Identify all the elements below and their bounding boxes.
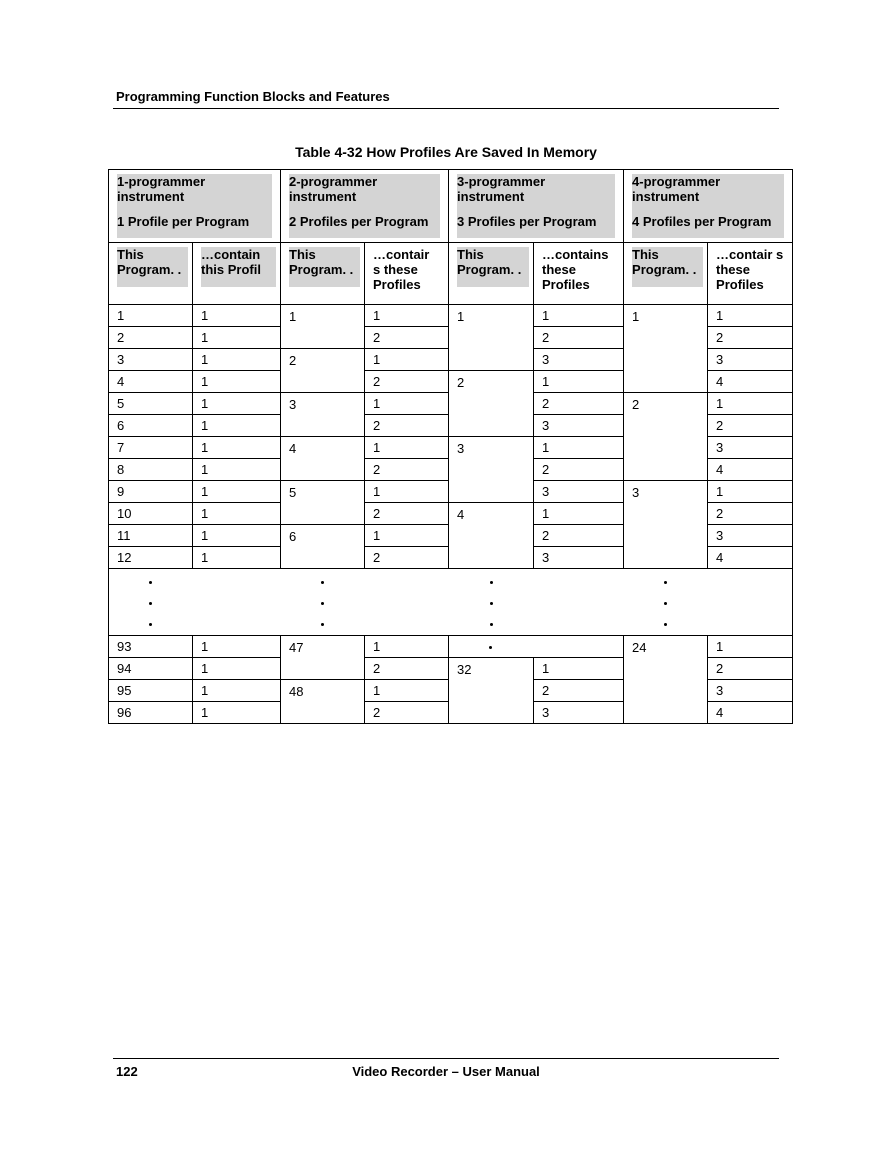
table-cell: 2 [365,702,449,724]
table-cell: 1 [534,503,624,525]
table-cell: 3 [624,481,708,569]
table-cell: 6 [281,525,365,569]
table-cell: 1 [708,481,793,503]
table-cell: 1 [708,393,793,415]
table-cell: 1 [281,305,365,349]
table-cell: 6 [109,415,193,437]
table-cell: 2 [281,349,365,393]
table-cell: 2 [624,393,708,481]
group-header-4: 4-programmer instrument 4 Profiles per Program [624,170,793,243]
col-header-program: This Program. . [449,243,534,305]
column-header-row [109,243,793,305]
col-header-profiles: …contair s these Profiles [365,243,449,305]
col-header-profiles: …contains these Profiles [534,243,624,305]
table-cell: 3 [708,680,793,702]
table-cell: 8 [109,459,193,481]
table-cell: 48 [281,680,365,724]
table-cell: 3 [708,349,793,371]
table-cell: 12 [109,547,193,569]
table-cell: 1 [193,349,281,371]
table-cell: 1 [193,658,281,680]
ellipsis-dot [321,581,324,584]
profiles-table [108,169,793,724]
table-row [109,636,793,658]
table-cell: 2 [534,459,624,481]
table-cell: 11 [109,525,193,547]
table-cell: 1 [193,327,281,349]
header-rule [113,108,779,109]
table-cell: 3 [534,702,624,724]
table-cell: 1 [365,437,449,459]
table-cell: 1 [534,437,624,459]
table-cell: 1 [193,437,281,459]
ellipsis-continuation [449,636,624,658]
table-cell: 2 [365,327,449,349]
ellipsis-dot [149,602,152,605]
table-caption: Table 4-32 How Profiles Are Saved In Memory [295,144,597,160]
table-cell: 3 [534,547,624,569]
ellipsis-dot [664,623,667,626]
group-header-1: 1-programmer instrument 1 Profile per Program [109,170,281,243]
table-cell: 2 [365,547,449,569]
footer-rule [113,1058,779,1059]
table-cell: 96 [109,702,193,724]
table-cell: 1 [193,680,281,702]
table-cell: 1 [109,305,193,327]
table-cell: 2 [708,503,793,525]
table-cell: 1 [193,547,281,569]
table-cell: 1 [365,525,449,547]
table-cell: 1 [193,702,281,724]
table-cell: 1 [193,459,281,481]
running-header: Programming Function Blocks and Features [116,89,390,104]
table-cell: 10 [109,503,193,525]
table-cell: 4 [708,547,793,569]
table-cell: 1 [193,503,281,525]
table-cell: 1 [365,636,449,658]
table-cell: 1 [534,658,624,680]
col-header-program: This Program. . [281,243,365,305]
table-cell: 1 [365,481,449,503]
table-cell: 3 [281,393,365,437]
table-cell: 94 [109,658,193,680]
table-cell: 4 [281,437,365,481]
table-cell: 2 [365,371,449,393]
ellipsis-dot [489,646,492,649]
vertical-ellipsis [109,569,792,635]
table-cell: 3 [534,415,624,437]
table-cell: 4 [708,702,793,724]
ellipsis-dot [149,581,152,584]
table-cell: 2 [708,415,793,437]
ellipsis-row [109,569,793,636]
col-header-profiles: …contair s these Profiles [708,243,793,305]
table-cell: 4 [449,503,534,569]
table-cell: 1 [193,415,281,437]
table-cell: 1 [365,305,449,327]
ellipsis-dot [490,602,493,605]
group-header-3: 3-programmer instrument 3 Profiles per Program [449,170,624,243]
table-cell: 2 [534,525,624,547]
table-cell: 3 [109,349,193,371]
table-cell: 1 [708,636,793,658]
col-header-program: This Program. . [624,243,708,305]
table-cell: 47 [281,636,365,680]
page-number: 122 [116,1064,138,1079]
table-cell: 1 [534,305,624,327]
ellipsis-dot [321,623,324,626]
table-cell: 3 [708,525,793,547]
table-cell: 4 [109,371,193,393]
table-cell: 1 [449,305,534,371]
table-cell: 2 [534,327,624,349]
ellipsis-dot [664,581,667,584]
table-cell: 4 [708,371,793,393]
footer-title: Video Recorder – User Manual [352,1064,540,1079]
ellipsis-dot [149,623,152,626]
table-cell: 4 [708,459,793,481]
table-cell: 2 [534,680,624,702]
table-cell: 3 [534,481,624,503]
table-cell: 32 [449,658,534,724]
table-cell: 1 [708,305,793,327]
table-cell: 3 [449,437,534,503]
table-cell: 1 [193,305,281,327]
table-cell: 95 [109,680,193,702]
table-cell: 1 [624,305,708,393]
table-cell: 1 [534,371,624,393]
table-cell: 2 [534,393,624,415]
table-cell: 93 [109,636,193,658]
table-cell: 1 [365,680,449,702]
table-cell: 1 [193,393,281,415]
table-row [109,305,793,327]
ellipsis-dot [321,602,324,605]
table-cell: 2 [365,459,449,481]
table-cell: 2 [449,371,534,437]
group-header-2: 2-programmer instrument 2 Profiles per Program [281,170,449,243]
table-cell: 1 [365,393,449,415]
table-cell: 3 [534,349,624,371]
table-cell: 1 [365,349,449,371]
col-header-program: This Program. . [109,243,193,305]
table-cell: 2 [708,658,793,680]
table-cell: 2 [365,658,449,680]
table-cell: 7 [109,437,193,459]
table-cell: 5 [281,481,365,525]
table-cell: 2 [708,327,793,349]
ellipsis-cell [109,569,793,636]
table-cell: 9 [109,481,193,503]
table-cell: 1 [193,371,281,393]
table-cell: 3 [708,437,793,459]
table-cell: 5 [109,393,193,415]
table-cell: 2 [365,415,449,437]
group-header-row [109,170,793,243]
table-cell: 2 [109,327,193,349]
table-cell: 2 [365,503,449,525]
table-cell: 1 [193,636,281,658]
col-header-profiles: …contain this Profil [193,243,281,305]
ellipsis-dot [490,581,493,584]
ellipsis-dot [490,623,493,626]
table-cell: 1 [193,525,281,547]
table-cell: 24 [624,636,708,724]
ellipsis-dot [664,602,667,605]
table-cell: 1 [193,481,281,503]
